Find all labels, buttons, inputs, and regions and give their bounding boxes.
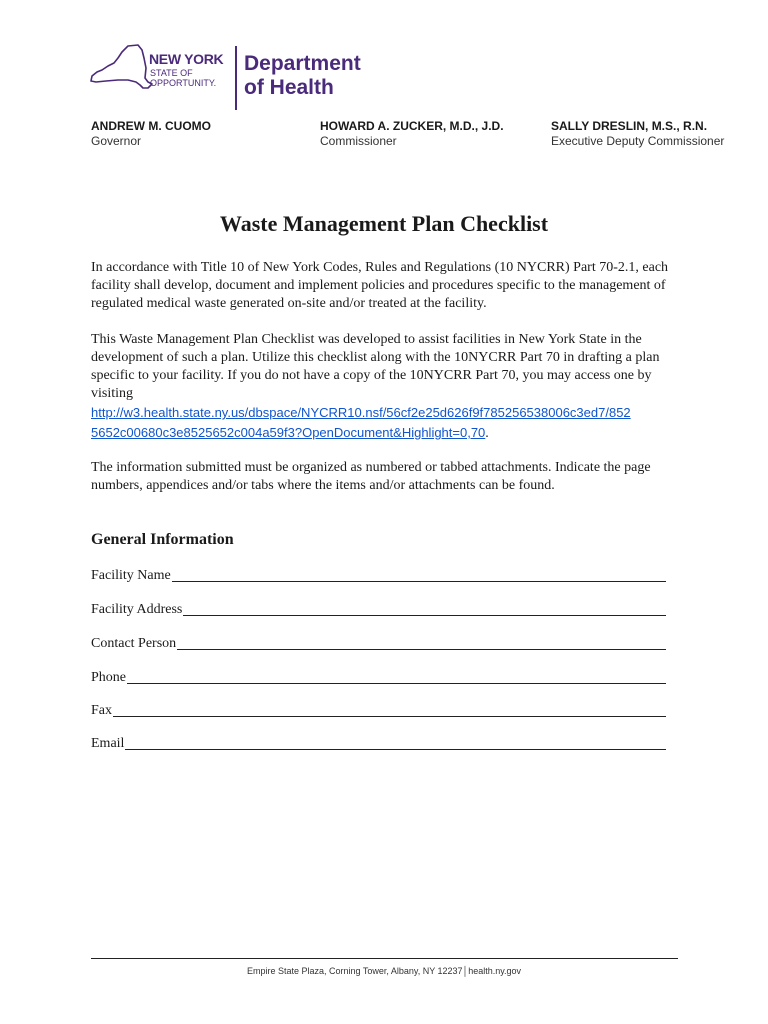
instructions-paragraph: The information submitted must be organized as numbered or tabbed attachments. Indicate the page numbers, appendices and/or tabs where the items and/or attachments can be found. [91, 460, 651, 493]
logo-new-york-text: NEW YORK [149, 51, 224, 67]
field-label: Email [91, 736, 125, 751]
field-label: Facility Address [91, 602, 183, 617]
official-commissioner [320, 119, 504, 149]
phone-field[interactable] [91, 667, 666, 687]
field-line[interactable] [172, 581, 666, 582]
field-line[interactable] [183, 615, 666, 616]
official-title: Governor [91, 134, 142, 148]
email-field[interactable] [91, 733, 666, 753]
official-deputy-commissioner [551, 119, 724, 149]
field-label: Facility Name [91, 568, 171, 583]
logo-state-of-text: STATE OF [150, 68, 193, 78]
official-name: ANDREW M. CUOMO [91, 119, 211, 133]
fax-field[interactable] [91, 700, 666, 720]
official-name: HOWARD A. ZUCKER, M.D., J.D. [320, 119, 504, 133]
logo-divider [235, 46, 237, 110]
logo-department-text [244, 52, 361, 100]
logo-opportunity-text: OPPORTUNITY. [150, 78, 217, 88]
contact-person-field[interactable] [91, 633, 666, 653]
new-york-state-map-icon [88, 44, 154, 96]
logo-dept-line1: Department [244, 52, 361, 75]
link-suffix: . [485, 426, 489, 441]
field-line[interactable] [125, 749, 666, 750]
field-line[interactable] [177, 649, 666, 650]
field-label: Phone [91, 670, 126, 685]
general-information-heading: General Information [91, 531, 234, 548]
official-governor [91, 119, 211, 149]
field-line[interactable] [127, 683, 666, 684]
nycrr-link[interactable] [91, 405, 631, 440]
page-title: Waste Management Plan Checklist [219, 211, 549, 236]
facility-name-field[interactable] [91, 565, 666, 585]
field-line[interactable] [113, 716, 666, 717]
nys-doh-logo [88, 44, 378, 112]
official-title: Commissioner [320, 134, 397, 148]
official-title: Executive Deputy Commissioner [551, 134, 725, 148]
purpose-text: This Waste Management Plan Checklist was developed to assist facilities in New York State in the development of such a plan. Utilize this checklist along with the 10NYCRR Part 70 in drafting a plan specific to your facility. If you do not have a copy of the 10NYCRR Part 70, you may access one by visiting [91, 332, 660, 401]
logo-dept-line2: of Health [244, 76, 334, 99]
field-label: Fax [91, 703, 112, 718]
facility-address-field[interactable] [91, 599, 666, 619]
field-label: Contact Person [91, 636, 177, 651]
intro-paragraph: In accordance with Title 10 of New York Codes, Rules and Regulations (10 NYCRR) Part 70-2.1, each facility shall develop, document and implement policies and procedures specific to the management of regulated medical waste generated on-site and/or treated at the facility. [91, 260, 669, 311]
nycrr-link-line1: http://w3.health.state.ny.us/dbspace/NYCRR10.nsf/56cf2e25d626f9f785256538006c3ed7/852 [91, 405, 631, 420]
footer-address: Empire State Plaza, Corning Tower, Albany, NY 12237│health.ny.gov [246, 966, 522, 976]
nycrr-link-line2: 5652c00680c3e8525652c004a59f3?OpenDocument&Highlight=0,70 [91, 425, 486, 440]
official-name: SALLY DRESLIN, M.S., R.N. [551, 119, 708, 133]
purpose-paragraph [91, 331, 681, 443]
footer-divider [91, 958, 678, 959]
